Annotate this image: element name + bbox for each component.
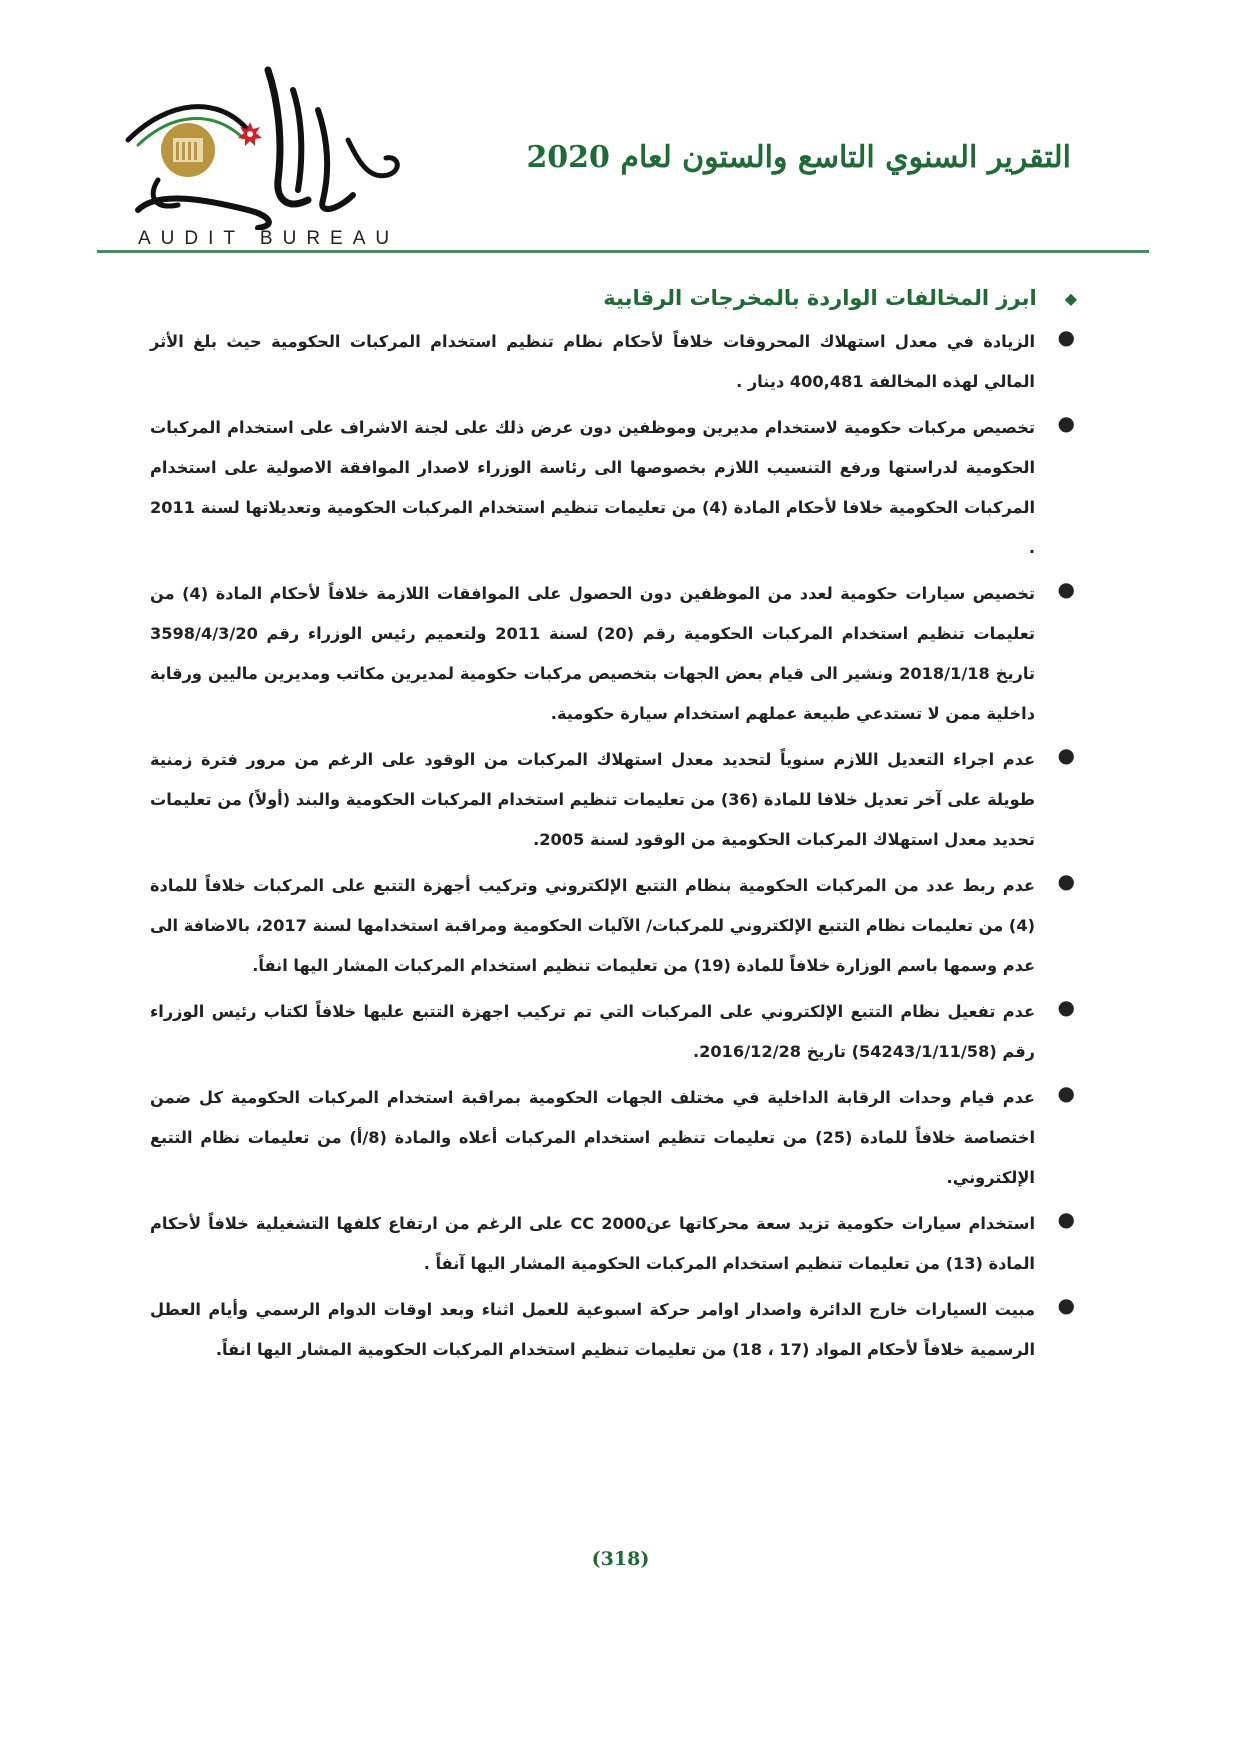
bullet-icon: ● [1057,325,1075,349]
list-item [150,866,1085,986]
page-header [0,0,1241,260]
document-body [150,286,1085,1376]
bullet-icon: ● [1057,1081,1075,1105]
section-title: ابرز المخالفات الواردة بالمخرجات الرقابية [603,286,1037,310]
page-number: (318) [591,1548,650,1570]
list-item-text: استخدام سيارات حكومية تزيد سعة محركاتها عن2000 CC على الرغم من ارتفاع كلفها التشغيلية خلافاً لأحكام المادة (13) من تعليمات تنظيم استخدام المركبات الحكومية المشار اليها آنفاً . [150,1214,1035,1273]
violations-list [150,322,1085,1370]
list-item-text: عدم تفعيل نظام التتبع الإلكتروني على المركبات التي تم تركيب اجهزة التتبع عليها خلافاً لكتاب رئيس الوزراء رقم (54243/1/11/58) تاريخ 2016/12/28. [150,1002,1035,1061]
bullet-icon: ● [1057,1293,1075,1317]
header-divider [97,250,1149,253]
bullet-icon: ● [1057,869,1075,893]
list-item-text: مبيت السيارات خارج الدائرة واصدار اوامر حركة اسبوعية للعمل اثناء وبعد اوقات الدوام الرسمي وأيام العطل الرسمية خلافاً لأحكام المواد (17 ، 18) من تعليمات تنظيم استخدام المركبات الحكومية المشار اليها انفاً. [150,1300,1035,1359]
list-item-text: عدم ربط عدد من المركبات الحكومية بنظام التتبع الإلكتروني وتركيب أجهزة التتبع على المركبات خلافاً للمادة (4) من تعليمات نظام التتبع الإلكتروني للمركبات/ الآليات الحكومية ومراقبة استخدامها لسنة 2017، بالاضافة الى عدم وسمها باسم الوزارة خلافاً للمادة (19) من تعليمات تنظيم استخدام المركبات المشار اليها انفاً. [150,876,1035,975]
section-heading [150,286,1085,310]
audit-bureau-emblem-icon [118,60,418,230]
list-item [150,1290,1085,1370]
list-item [150,574,1085,734]
list-item [150,322,1085,402]
audit-bureau-logo [118,60,418,250]
bullet-icon: ● [1057,1207,1075,1231]
bullet-icon: ● [1057,743,1075,767]
list-item-text: عدم قيام وحدات الرقابة الداخلية في مختلف الجهات الحكومية بمراقبة استخدام المركبات الحكومية كل ضمن اختصاصة خلافاً للمادة (25) من تعليمات تنظيم استخدام المركبات أعلاه والمادة (8/أ) من تعليمات نظام التتبع الإلكتروني. [150,1088,1035,1187]
list-item [150,1078,1085,1198]
list-item-text: تخصيص مركبات حكومية لاستخدام مديرين وموظفين دون عرض ذلك على لجنة الاشراف على استخدام المركبات الحكومية لدراستها ورفع التنسيب اللازم بخصوصها الى رئاسة الوزراء لاصدار الموافقة الاصولية على استخدام المركبات الحكومية خلافا لأحكام المادة (4) من تعليمات تنظيم استخدام المركبات الحكومية وتعديلاتها لسنة 2011 . [150,418,1035,557]
diamond-icon: ◆ [1064,288,1077,308]
list-item-text: تخصيص سيارات حكومية لعدد من الموظفين دون الحصول على الموافقات اللازمة خلافاً لأحكام المادة (4) من تعليمات تنظيم استخدام المركبات الحكومية رقم (20) لسنة 2011 ولتعميم رئيس الوزراء رقم 3598/4/3/20 تاريخ 2018/1/18 ونشير الى قيام بعض الجهات بتخصيص مركبات حكومية لمديرين مكاتب ومديرين ماليين ورقابة داخلية ممن لا تستدعي طبيعة عملهم استخدام سيارة حكومية. [150,584,1036,723]
list-item-text: عدم اجراء التعديل اللازم سنوياً لتحديد معدل استهلاك المركبات من الوقود على الرغم من مرور فترة زمنية طويلة على آخر تعديل خلافا للمادة (36) من تعليمات تنظيم استخدام المركبات الحكومية والبند (أولاً) من تعليمات تحديد معدل استهلاك المركبات الحكومية من الوقود لسنة 2005. [150,750,1035,849]
list-item [150,992,1085,1072]
bullet-icon: ● [1057,411,1075,435]
logo-english-name: AUDIT BUREAU [138,228,400,249]
list-item [150,1204,1085,1284]
bullet-icon: ● [1057,577,1075,601]
bullet-icon: ● [1057,995,1075,1019]
list-item [150,740,1085,860]
report-title: التقرير السنوي التاسع والستون لعام 2020 [526,140,1071,175]
list-item [150,408,1085,568]
list-item-text: الزيادة في معدل استهلاك المحروقات خلافاً لأحكام نظام تنظيم استخدام المركبات الحكومية حيث بلغ الأثر المالي لهذه المخالفة 400,481 دينار . [150,332,1035,391]
